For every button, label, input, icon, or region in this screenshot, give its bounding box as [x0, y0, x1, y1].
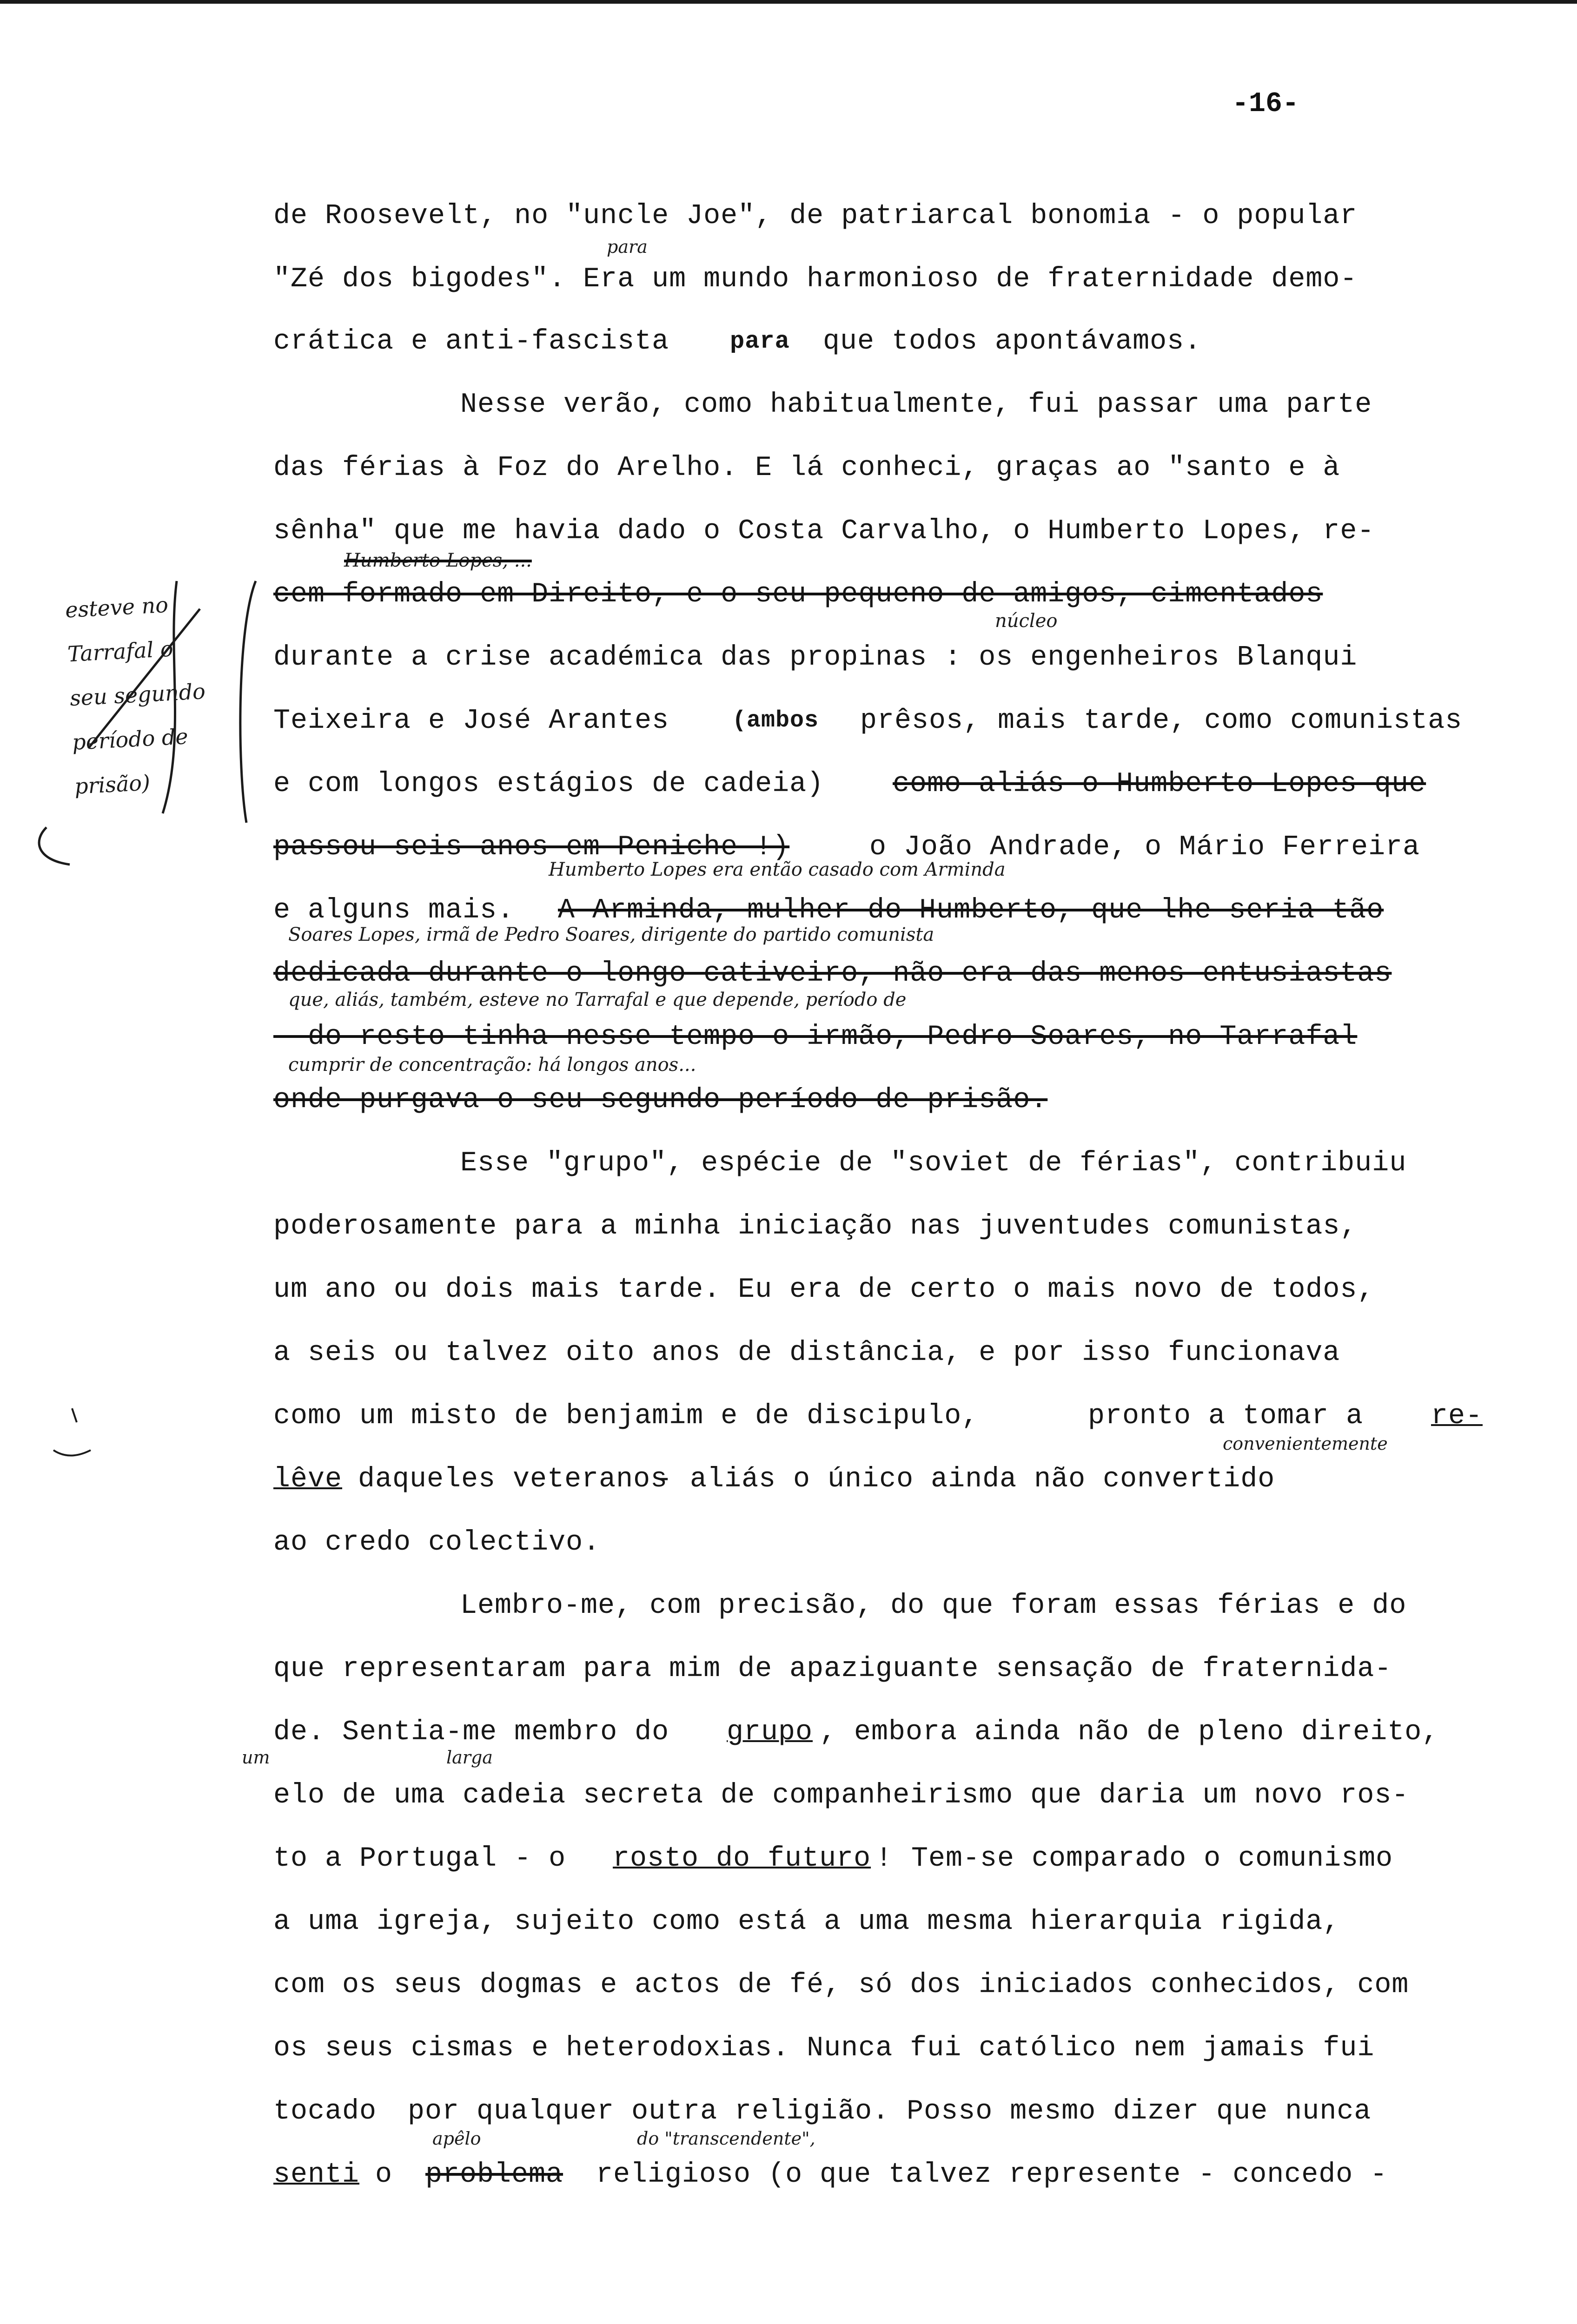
- text-line: cem formado em Direito, e o seu pequeno de amigos, cimentados: [273, 579, 1323, 610]
- text-line: que representaram para mim de apaziguante sensação de fraternida-: [273, 1653, 1392, 1685]
- text-line: , embora ainda não de pleno direito,: [820, 1717, 1439, 1748]
- page-number: -16-: [1232, 88, 1299, 120]
- text-line: crática e anti-fascista: [273, 326, 669, 357]
- struck-word: para: [730, 328, 790, 355]
- margin-note-line: esteve no: [64, 592, 169, 623]
- text-line: de Roosevelt, no "uncle Joe", de patriarcal bonomia - o popular: [273, 200, 1358, 232]
- text-line: grupo: [727, 1717, 813, 1748]
- struck-word: problema: [425, 2159, 563, 2191]
- text-line: que todos apontávamos.: [823, 326, 1202, 357]
- handwritten-insertion: um: [242, 1747, 270, 1768]
- struck-word: (ambos: [732, 707, 819, 734]
- handwritten-insertion: larga: [446, 1747, 493, 1768]
- handwritten-insertion: Soares Lopes, irmã de Pedro Soares, dirigente do partido comunista: [288, 924, 934, 945]
- margin-note-line: prisão): [73, 770, 151, 799]
- text-line: to a Portugal - o: [273, 1843, 566, 1875]
- text-line: !: [875, 1843, 893, 1875]
- margin-note-line: período de: [71, 724, 189, 755]
- text-line: e alguns mais.: [273, 895, 515, 926]
- handwritten-insertion: que, aliás, também, esteve no Tarrafal e que depende, período de: [288, 989, 907, 1010]
- struck-line: como aliás o Humberto Lopes que: [893, 768, 1426, 800]
- text-line: a seis ou talvez oito anos de distância, e por isso funcionava: [273, 1337, 1340, 1369]
- margin-bracket-icon: [60, 572, 265, 832]
- text-line: sênha" que me havia dado o Costa Carvalho, o Humberto Lopes, re-: [273, 515, 1375, 547]
- handwritten-insertion: cumprir de concentração: há longos anos...: [288, 1054, 696, 1076]
- text-line: daqueles veteranos: [358, 1464, 668, 1495]
- text-line: tocado: [273, 2096, 377, 2127]
- text-line: os seus cismas e heterodoxias. Nunca fui católico nem jamais fui: [273, 2033, 1375, 2064]
- text-line: Nesse verão, como habitualmente, fui passar uma parte: [460, 389, 1372, 421]
- text-line: o: [358, 2159, 410, 2191]
- text-line: pronto a tomar a: [1088, 1400, 1364, 1432]
- text-line: de. Sentia-me membro do: [273, 1717, 669, 1748]
- handwritten-insertion: Humberto Lopes era então casado com Arminda: [549, 859, 1006, 880]
- text-line: religioso (o que talvez represente - concedo -: [579, 2159, 1388, 2191]
- text-line: com os seus dogmas e actos de fé, só dos iniciados conhecidos, com: [273, 1969, 1409, 2001]
- text-line: Lembro-me, com precisão, do que foram essas férias e do: [460, 1590, 1407, 1622]
- text-line: prêsos, mais tarde, como comunistas: [860, 705, 1463, 737]
- text-line: um ano ou dois mais tarde. Eu era de certo o mais novo de todos,: [273, 1274, 1375, 1306]
- scan-edge: [0, 0, 1577, 4]
- text-line: re-: [1431, 1400, 1483, 1432]
- handwritten-insertion: apêlo: [432, 2128, 481, 2149]
- text-line: e com longos estágios de cadeia): [273, 768, 824, 800]
- margin-hook-icon: [28, 823, 79, 874]
- handwritten-insertion: para: [607, 237, 648, 257]
- text-line: senti: [273, 2159, 360, 2191]
- text-line: durante a crise académica das propinas : os engenheiros Blanqui: [273, 642, 1358, 673]
- text-line: - aliás o único ainda não convertido: [656, 1464, 1275, 1495]
- handwritten-insertion: convenientemente: [1223, 1433, 1388, 1454]
- margin-note-line: seu segundo: [69, 678, 206, 711]
- text-line: elo de uma cadeia secreta de companheirismo que daria um novo ros-: [273, 1780, 1409, 1811]
- margin-mark-icon: [44, 1404, 95, 1464]
- struck-line: onde purgava o seu segundo período de prisão.: [273, 1084, 1048, 1116]
- text-line: "Zé dos bigodes". Era um mundo harmonioso de fraternidade demo-: [273, 264, 1358, 295]
- text-line: a uma igreja, sujeito como está a uma mesma hierarquia rigida,: [273, 1906, 1340, 1938]
- handwritten-insertion: do "transcendente",: [637, 2128, 815, 2149]
- struck-line: - do resto tinha nesse tempo o irmão, Pedro Soares, no Tarrafal: [273, 1021, 1358, 1053]
- handwritten-struck-insertion: Humberto Lopes, ...: [344, 550, 532, 571]
- text-line: por qualquer outra religião. Posso mesmo dizer que nunca: [391, 2096, 1372, 2127]
- text-line: o João Andrade, o Mário Ferreira: [869, 832, 1420, 863]
- text-line: Esse "grupo", espécie de "soviet de férias", contribuiu: [460, 1148, 1407, 1179]
- struck-line: dedicada durante o longo cativeiro, não era das menos entusiastas: [273, 958, 1392, 990]
- struck-line: A Arminda, mulher do Humberto, que lhe seria tão: [558, 895, 1384, 926]
- text-line: como um misto de benjamim e de discipulo,: [273, 1400, 979, 1432]
- text-line: lêve: [273, 1464, 343, 1495]
- text-line: Teixeira e José Arantes: [273, 705, 669, 737]
- text-line: das férias à Foz do Arelho. E lá conheci, graças ao "santo e à: [273, 452, 1340, 484]
- text-line: poderosamente para a minha iniciação nas juventudes comunistas,: [273, 1211, 1358, 1242]
- margin-note-line: Tarrafal o: [66, 636, 174, 667]
- text-line: ao credo colectivo.: [273, 1527, 601, 1558]
- text-line: rosto do futuro: [613, 1843, 871, 1875]
- struck-line: passou seis anos em Peniche !): [273, 832, 790, 863]
- handwritten-insertion: núcleo: [995, 610, 1058, 632]
- text-line: Tem-se comparado o comunismo: [911, 1843, 1393, 1875]
